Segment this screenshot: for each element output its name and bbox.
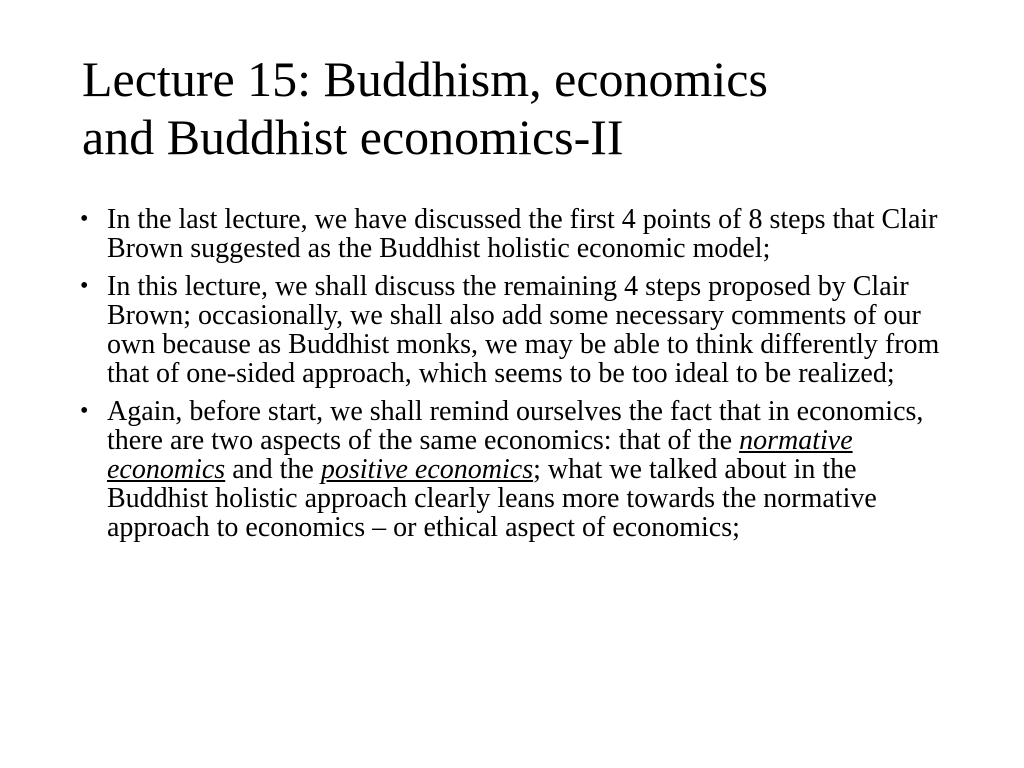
bullet-3-part-1: Again, before start, we shall remind ourselves the fact that in economics, there are two aspects of the same economics: that of the bbox=[107, 396, 924, 456]
slide-title bbox=[82, 50, 982, 166]
bullet-dot-icon: • bbox=[80, 273, 89, 299]
positive-economics-term: positive economics bbox=[320, 454, 534, 485]
bullet-text-1: In the last lecture, we have discussed the first 4 points of 8 steps that Clair Brown suggested as the Buddhist holistic economic model; bbox=[107, 204, 938, 264]
bullet-item-3 bbox=[80, 397, 950, 542]
bullet-list bbox=[80, 205, 950, 551]
title-line-1: Lecture 15: Buddhism, economics bbox=[82, 51, 768, 107]
bullet-3-part-2: and the bbox=[225, 454, 321, 485]
bullet-3-part-3: ; what we talked about in the Buddhist holistic approach clearly leans more towards the normative approach to economics – or ethical aspect of economics; bbox=[107, 454, 877, 543]
bullet-text-2: In this lecture, we shall discuss the remaining 4 steps proposed by Clair Brown; occasionally, we shall also add some necessary comments of our own because as Buddhist monks, we may be able to think differently from that of one-sided approach, which seems to be too ideal to be realized; bbox=[107, 271, 940, 389]
title-line-2: and Buddhist economics-II bbox=[82, 109, 624, 165]
normative-economics-term: normative economics bbox=[107, 425, 853, 485]
bullet-item-2 bbox=[80, 272, 950, 388]
bullet-text-3 bbox=[107, 396, 923, 543]
bullet-dot-icon: • bbox=[80, 398, 89, 424]
bullet-item-1 bbox=[80, 205, 950, 263]
bullet-dot-icon: • bbox=[80, 206, 89, 232]
